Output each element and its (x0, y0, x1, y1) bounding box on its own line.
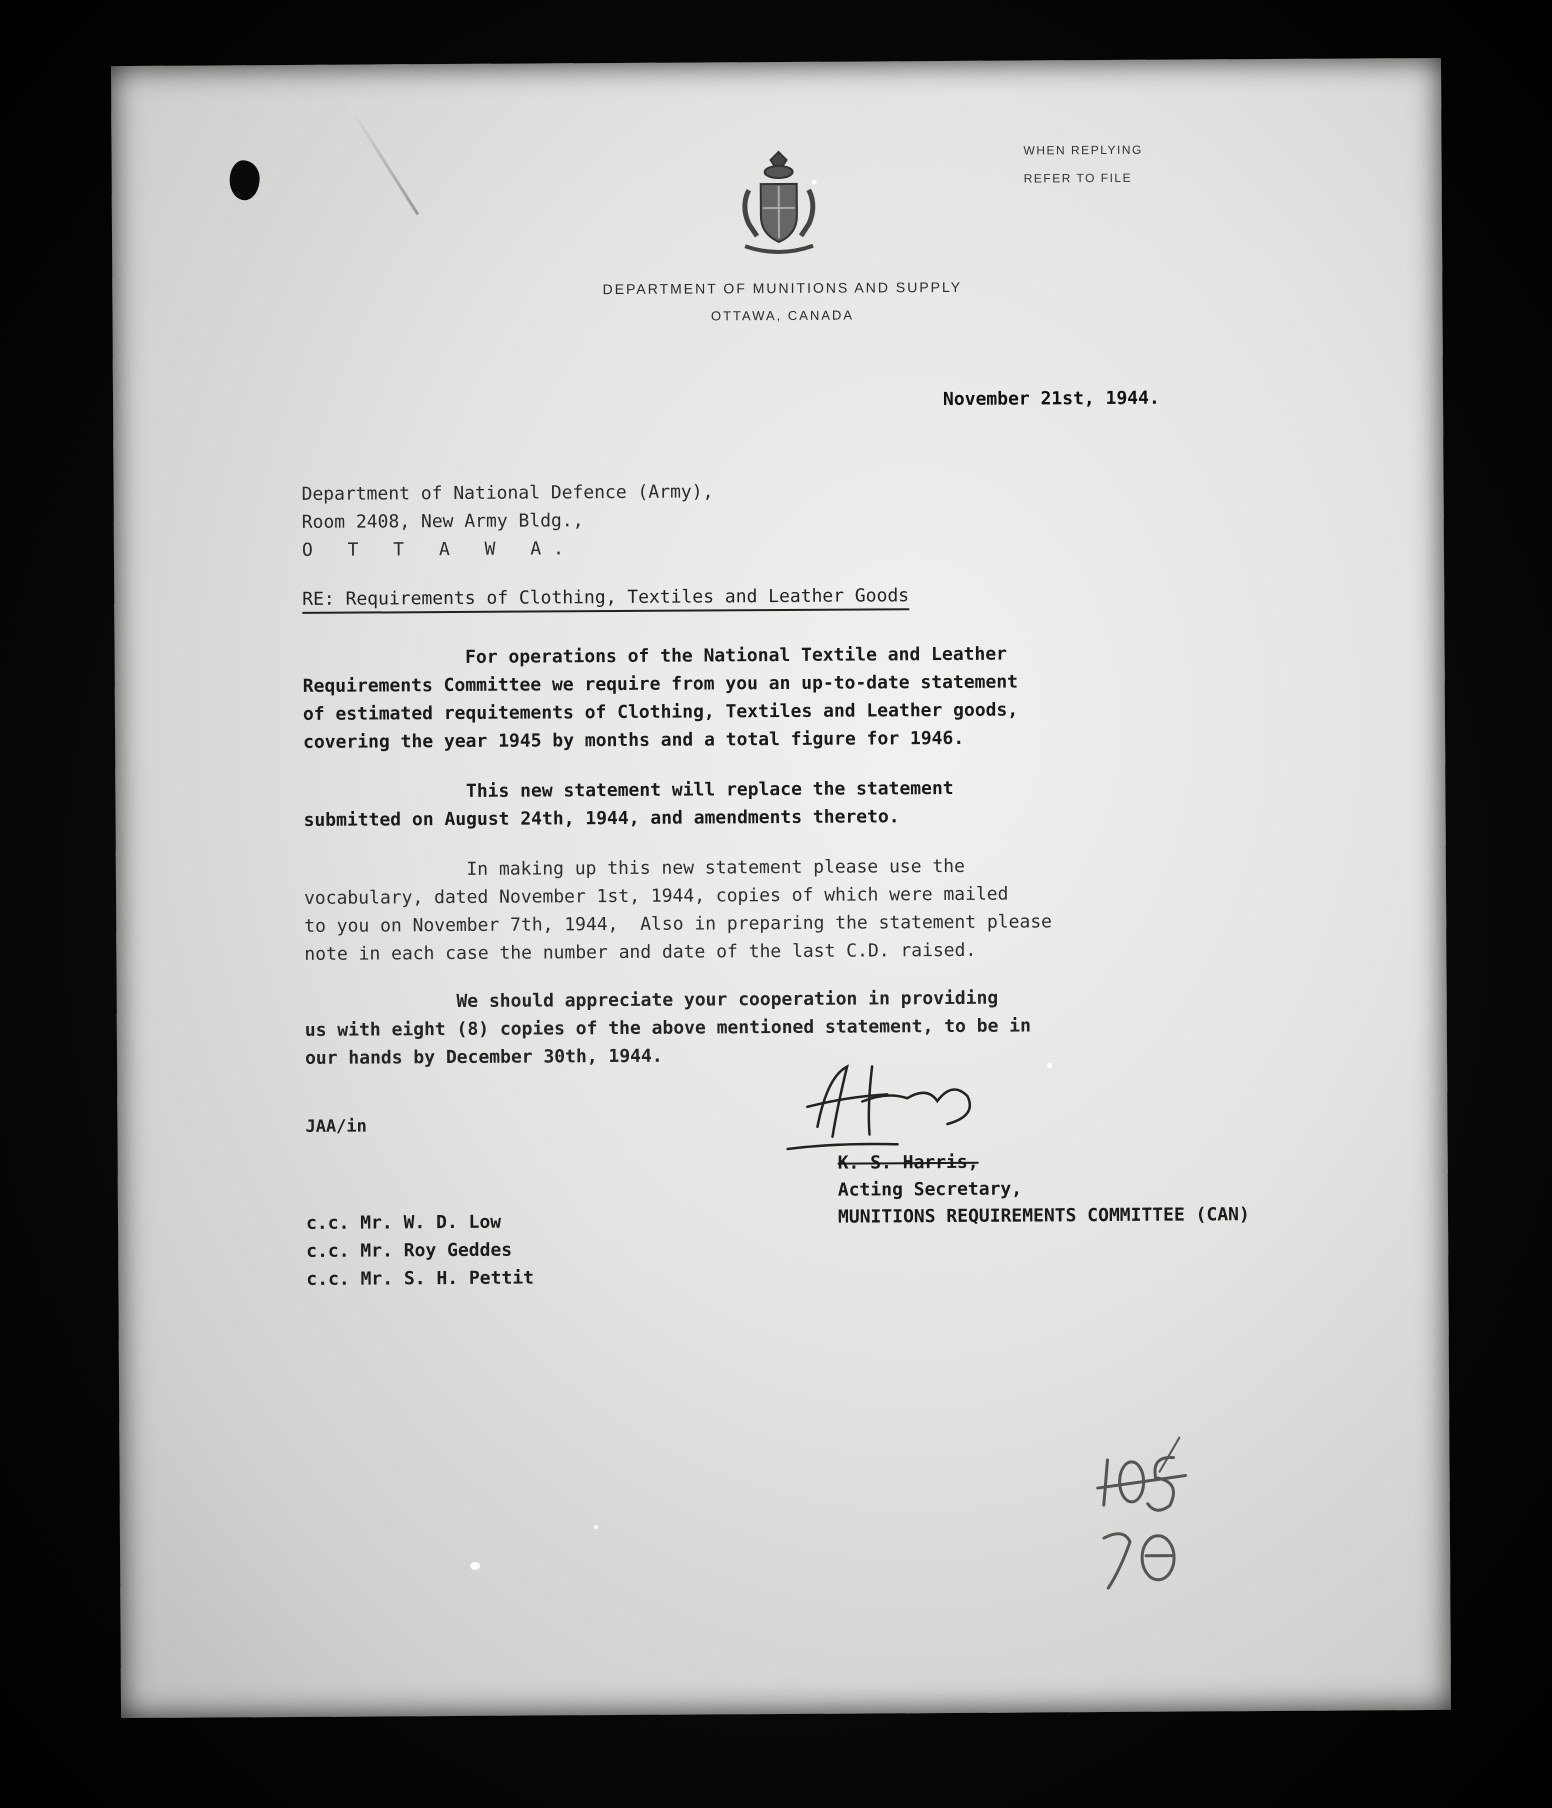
letter-page (111, 58, 1451, 1718)
recipient-address (302, 478, 714, 565)
department-name: DEPARTMENT OF MUNITIONS AND SUPPLY (602, 278, 963, 298)
signatory-committee: MUNITIONS REQUIREMENTS COMMITTEE (CAN) (837, 1204, 1250, 1228)
subject-line: RE: Requirements of Clothing, Textiles and Leather Goods (302, 585, 909, 614)
cc-list (306, 1209, 534, 1294)
film-speck (812, 180, 817, 185)
cc-entry: c.c. Mr. W. D. Low (305, 1211, 502, 1234)
department-city: OTTAWA, CANADA (710, 307, 855, 324)
body-paragraph: In making up this new statement please use the vocabulary, dated November 1st, 1944, copies of which were mailed to you on November 7th, 1944, Also in preparing the statement please note in each case the number and date of the last C.D. raised. (303, 855, 1053, 965)
body-paragraph: This new statement will replace the statement submitted on August 24th, 1944, and amendments thereto. (303, 777, 954, 831)
signatory-title: Acting Secretary, (837, 1178, 1023, 1201)
ink-blot (230, 160, 260, 200)
body-paragraph: For operations of the National Textile and Leather Requirements Committee we require from you an up-to-date statement of estimated requitements of Clothing, Textiles and Leather goods, covering the year 1945 by months and a total figure for 1946. (302, 643, 1019, 753)
address-line: Room 2408, New Army Bldg., (301, 510, 584, 533)
signatory-name: K. S. Harris, (837, 1151, 979, 1174)
signature-block (838, 1147, 1250, 1231)
film-speck (594, 1525, 598, 1529)
letterhead (452, 278, 1112, 325)
handwritten-file-numbers (1089, 1430, 1190, 1601)
coat-of-arms-icon (734, 150, 823, 261)
cc-entry: c.c. Mr. S. H. Pettit (306, 1267, 535, 1290)
film-speck (1047, 1062, 1052, 1068)
body-paragraph: We should appreciate your cooperation in providing us with eight (8) copies of the above mentioned statement, to be in our hands by December 30th, 1944. (304, 987, 1031, 1069)
typist-initials: JAA/in (305, 1116, 367, 1137)
film-speck (470, 1562, 480, 1570)
refer-line: REFER TO FILE (1023, 170, 1133, 186)
letter-date: November 21st, 1944. (942, 387, 1160, 411)
reply-reference-note (1023, 136, 1143, 193)
reply-line: WHEN REPLYING (1023, 142, 1143, 158)
address-line: Department of National Defence (Army), (301, 481, 714, 505)
film-scratch (347, 104, 419, 215)
handwritten-signature (777, 1046, 998, 1157)
cc-entry: c.c. Mr. Roy Geddes (306, 1239, 513, 1262)
address-line: O T T A W A. (301, 538, 577, 561)
